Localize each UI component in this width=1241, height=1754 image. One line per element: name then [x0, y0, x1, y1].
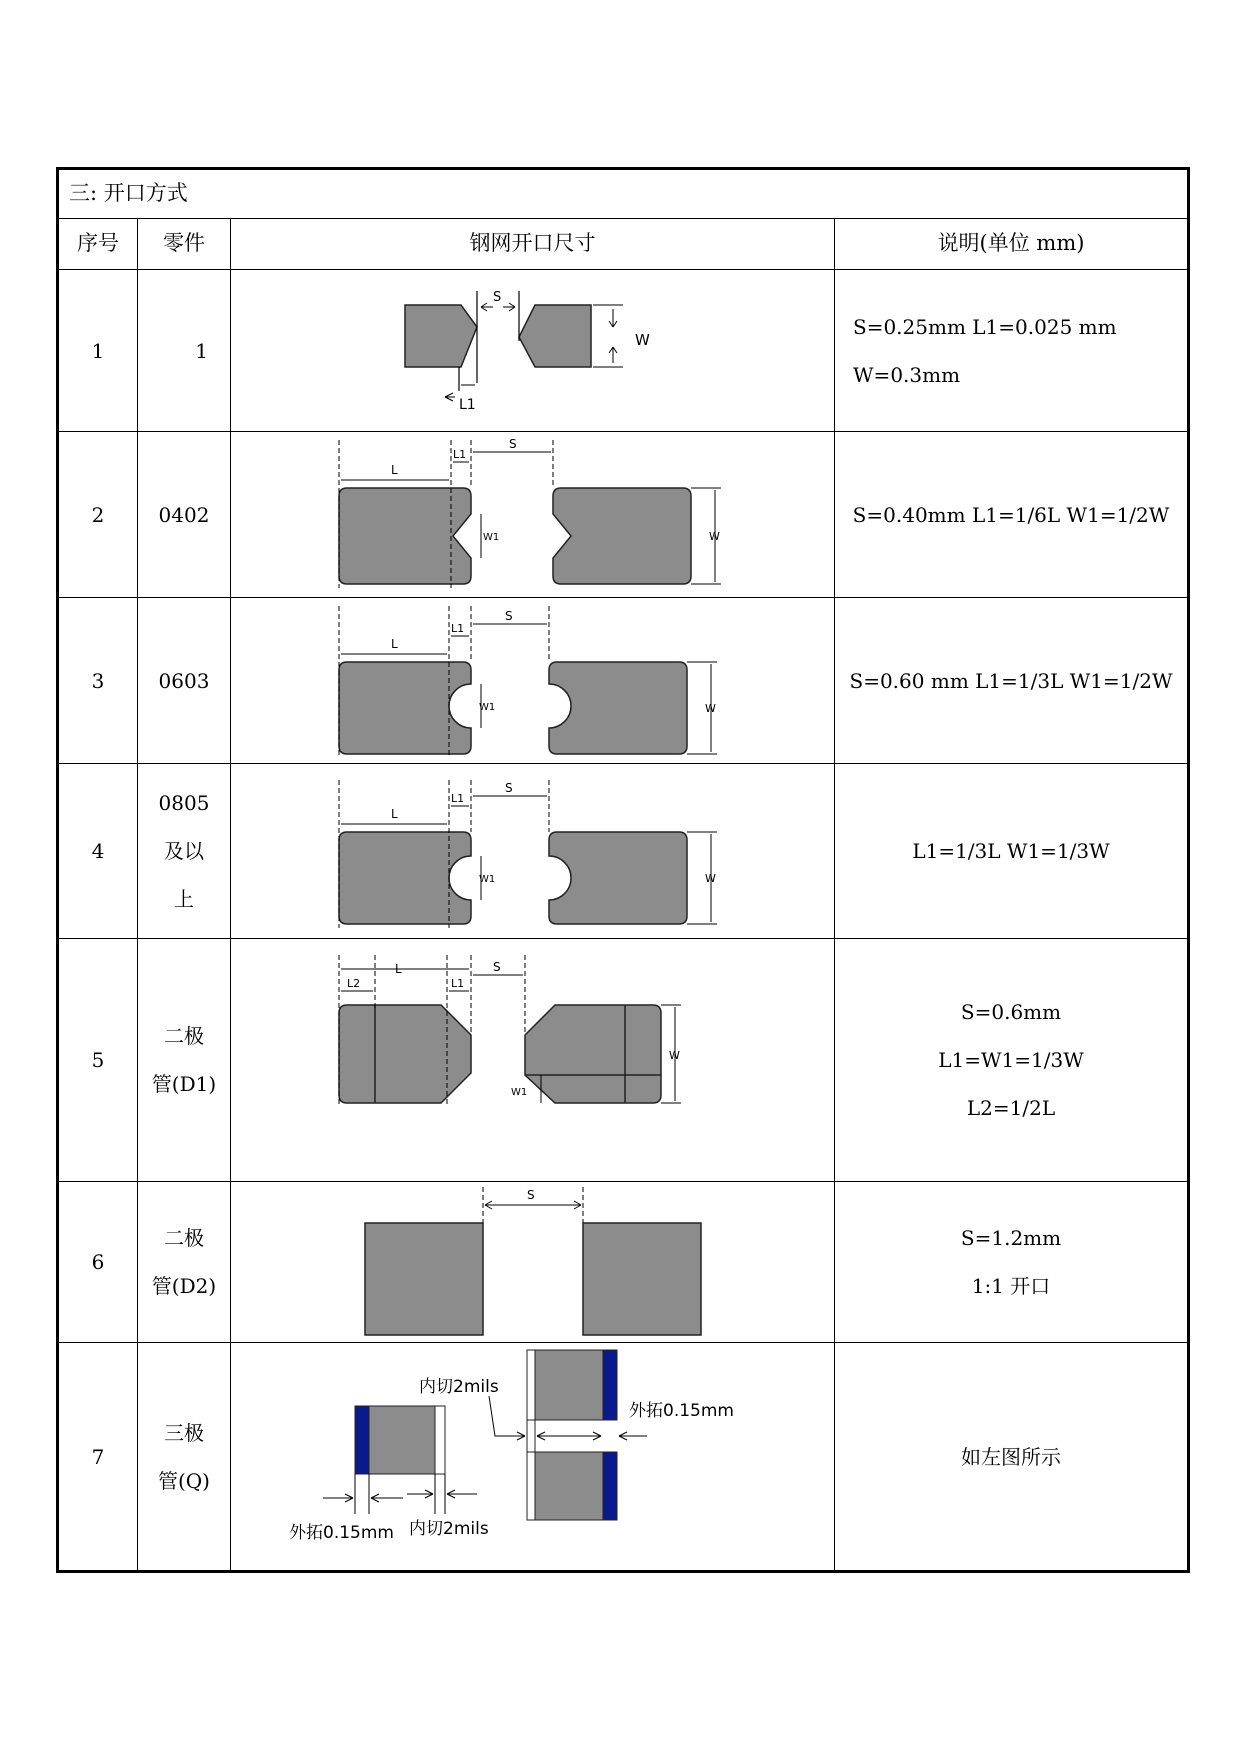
- label-outer-ext-bottom: 外拓0.15mm: [289, 1523, 394, 1543]
- table-row: [58, 598, 1189, 764]
- row-seq: 1: [58, 270, 138, 432]
- label-s: S: [493, 960, 501, 974]
- aperture-figure-cell: [231, 939, 835, 1182]
- row-desc: [835, 1182, 1189, 1343]
- label-w1: W1: [479, 701, 496, 713]
- desc-line: S=0.60 mm L1=1/3L W1=1/2W: [849, 668, 1173, 693]
- header-aperture: 钢网开口尺寸: [231, 219, 835, 270]
- label-w: W: [669, 1049, 680, 1062]
- aperture-figure-6: [231, 1183, 835, 1341]
- row-seq: 7: [58, 1343, 138, 1572]
- table-row: [58, 1343, 1189, 1572]
- desc-line: 如左图所示: [961, 1444, 1061, 1469]
- row-desc: [835, 270, 1189, 432]
- label-l1: L1: [459, 396, 476, 413]
- desc-line: S=1.2mm: [960, 1226, 1062, 1250]
- label-l: L: [391, 636, 398, 651]
- desc-line: L1=1/3L W1=1/3W: [912, 839, 1110, 863]
- label-w: W: [709, 529, 720, 543]
- label-s: S: [509, 436, 517, 451]
- label-s: S: [527, 1188, 535, 1202]
- aperture-figure-cell: [231, 270, 835, 432]
- label-inner-cut-bottom: 内切2mils: [409, 1519, 489, 1539]
- header-row: [58, 219, 1189, 270]
- label-w: W: [635, 330, 650, 349]
- label-s: S: [505, 781, 513, 795]
- label-s: S: [505, 608, 513, 623]
- row-part: 1: [138, 270, 231, 432]
- aperture-figure-2: [231, 434, 835, 596]
- label-l1: L1: [453, 447, 467, 461]
- aperture-figure-cell: [231, 1182, 835, 1343]
- label-s: S: [493, 289, 502, 305]
- label-l2: L2: [347, 977, 361, 990]
- header-seq: 序号: [58, 219, 138, 270]
- table-row: [58, 1182, 1189, 1343]
- row-part: 三极 管(Q): [138, 1343, 231, 1572]
- aperture-figure-cell: [231, 1343, 835, 1572]
- table-row: [58, 432, 1189, 598]
- label-l1: L1: [451, 792, 465, 805]
- header-part: 零件: [138, 219, 231, 270]
- desc-line: L2=1/2L: [966, 1096, 1056, 1120]
- row-part: 0402: [138, 432, 231, 598]
- row-seq: 5: [58, 939, 138, 1182]
- label-l: L: [395, 962, 402, 976]
- row-seq: 6: [58, 1182, 138, 1343]
- opening-method-sheet: [56, 167, 1187, 1573]
- row-part: 0805 及以 上: [138, 764, 231, 939]
- row-seq: 3: [58, 598, 138, 764]
- desc-line: W=0.3mm: [853, 362, 961, 387]
- row-seq: 4: [58, 764, 138, 939]
- row-desc: [835, 598, 1189, 764]
- desc-line: S=0.40mm L1=1/6L W1=1/2W: [852, 502, 1170, 527]
- aperture-figure-cell: [231, 432, 835, 598]
- row-desc: [835, 939, 1189, 1182]
- aperture-figure-4: [231, 766, 835, 936]
- aperture-figure-3: [231, 600, 835, 762]
- desc-line: S=0.25mm L1=0.025 mm: [853, 314, 1117, 339]
- row-part: 二极 管(D2): [138, 1182, 231, 1343]
- label-w: W: [705, 701, 716, 715]
- aperture-table: [56, 167, 1190, 1573]
- desc-line: S=0.6mm: [960, 1000, 1062, 1024]
- header-desc: 说明(单位 mm): [835, 219, 1189, 270]
- row-seq: 2: [58, 432, 138, 598]
- table-row: [58, 939, 1189, 1182]
- table-row: [58, 270, 1189, 432]
- desc-line: 1:1 开口: [971, 1274, 1051, 1298]
- label-l1: L1: [451, 621, 465, 635]
- row-desc: [835, 764, 1189, 939]
- label-w1: W1: [483, 531, 500, 543]
- label-w: W: [705, 872, 716, 885]
- label-l1: L1: [451, 977, 465, 990]
- aperture-figure-1: [231, 271, 835, 431]
- label-w1: W1: [511, 1087, 528, 1098]
- table-row: [58, 764, 1189, 939]
- row-part: 二极 管(D1): [138, 939, 231, 1182]
- row-part: 0603: [138, 598, 231, 764]
- label-outer-ext-right: 外拓0.15mm: [629, 1401, 734, 1421]
- aperture-figure-5: [231, 939, 835, 1109]
- label-l: L: [391, 807, 398, 821]
- desc-line: L1=W1=1/3W: [938, 1048, 1084, 1072]
- section-title: 三: 开口方式: [58, 169, 1189, 219]
- aperture-figure-cell: [231, 764, 835, 939]
- row-desc: [835, 432, 1189, 598]
- label-inner-cut-top: 内切2mils: [419, 1377, 499, 1397]
- aperture-figure-7: [231, 1344, 835, 1569]
- label-w1: W1: [479, 874, 496, 885]
- row-desc: [835, 1343, 1189, 1572]
- aperture-figure-cell: [231, 598, 835, 764]
- label-l: L: [391, 462, 398, 477]
